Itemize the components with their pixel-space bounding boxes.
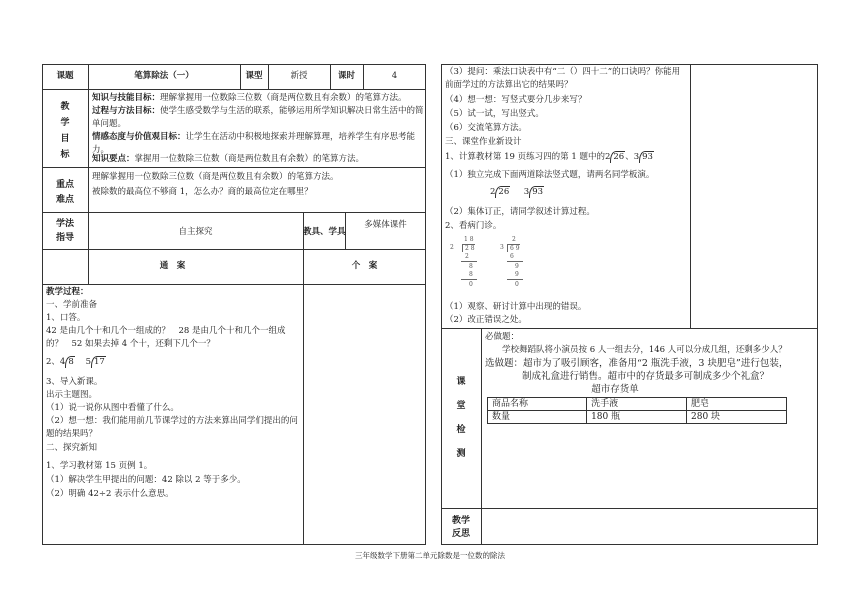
inventory-table: [487, 397, 787, 424]
goals-label-char: 目: [60, 134, 70, 144]
method-label-line: 学法: [55, 219, 74, 229]
method-label-line: 指导: [55, 233, 74, 243]
personal-plan-header: 个 案: [351, 261, 378, 271]
divider: [441, 508, 818, 509]
dividend: 26: [495, 186, 510, 198]
goal-title: 知识要点：: [92, 154, 135, 164]
process-title: 教学过程：: [46, 287, 89, 297]
board-exercises: [490, 186, 544, 199]
separator: 、: [625, 152, 634, 162]
dividend: 17: [91, 356, 106, 368]
right-line: （2）改正错误之处。: [445, 315, 527, 325]
right-line: （1）观察、研讨计算中出现的错误。: [445, 302, 587, 312]
test-label-char: 检: [456, 425, 466, 435]
divisor: 5: [85, 357, 91, 367]
table-cell: 肥皂: [687, 398, 787, 411]
divisor: 3: [500, 244, 504, 251]
divisor: 4: [59, 357, 66, 367]
step-rule: [507, 279, 523, 280]
divisor: 3: [523, 187, 530, 197]
process-line: 42 是由几个十和几个一组成的？ 28 是由几个十和几个一组成的？ 52 如果去掉 4 个十，还剩下几个一？: [46, 326, 286, 350]
right-line: （5）试一试，写出竖式。: [445, 109, 544, 119]
dividend: 8: [65, 356, 74, 368]
optional-text-2: 制成礼盒进行销售。超市中的存货最多可制成多少个礼盒？: [522, 371, 770, 382]
dividend: 93: [529, 186, 544, 198]
step: 6: [510, 253, 514, 260]
table-cell: 180 瓶: [587, 411, 687, 424]
divider: [690, 64, 691, 328]
step-rule: [461, 279, 477, 280]
tools-label: 教具、学具: [303, 227, 346, 237]
inventory-title: 超市存货单: [591, 384, 639, 395]
table-cell: 商品名称: [488, 398, 587, 411]
process-line: 出示主题图。: [46, 390, 98, 400]
reflection-label-line: 反思: [451, 529, 470, 539]
divisor: 2: [490, 187, 496, 197]
goal-title: 情感态度与价值观目标：: [92, 132, 186, 142]
process-line: 1、学习教材第 15 页例 1。: [46, 461, 153, 471]
subject-value: 笔算除法（一）: [134, 71, 194, 81]
step: 8: [469, 263, 473, 270]
table-cell: 数量: [488, 411, 587, 424]
division-exercises: [46, 356, 106, 369]
goal-text: 掌握用一位数除三位数（商是两位数且有余数）的笔算方法。: [134, 154, 365, 164]
step: 8: [469, 271, 473, 278]
process-line: （1）解决学生甲提出的问题：42 除以 2 等于多少。: [46, 475, 246, 485]
step-rule: [507, 261, 523, 262]
right-line: （4）想一想：写竖式要分几步来写？: [445, 95, 587, 105]
right-line: （1）独立完成下面两道除法竖式题，请两名同学板演。: [445, 170, 655, 180]
goals-label-char: 学: [60, 118, 70, 128]
divider: [88, 89, 89, 284]
divisor: 2: [604, 152, 611, 162]
goals-label-char: 标: [60, 150, 70, 160]
process-line: 1、口答。: [46, 313, 86, 323]
test-label: [441, 370, 481, 466]
type-label: 课型: [245, 71, 263, 81]
page-footer: 三年级数学下册第二单元除数是一位数的除法: [355, 551, 505, 560]
tools-value: 多媒体课件: [364, 220, 407, 230]
test-label-char: 课: [456, 377, 466, 387]
reflection-label: [441, 515, 481, 541]
process-line: （2）想一想：我们能用前几节课学过的方法来算出同学们提出的问题的结果吗？: [46, 416, 298, 440]
goal-text: 让学生在活动中积极地探索并理解算理，培养学生有序思考能力。: [92, 132, 416, 156]
right-line: （2）集体订正，请同学叙述计算过程。: [445, 207, 595, 217]
goal-text: 理解掌握用一位数除三位数（商是两位数且有余数）的笔算方法。: [160, 93, 407, 103]
step: 9: [515, 271, 519, 278]
type-value: 新授: [290, 71, 308, 81]
quotient: 2: [512, 236, 516, 243]
right-line: 2、看病门诊。: [445, 221, 502, 231]
divider: [441, 328, 818, 329]
goal-key-knowledge: [92, 153, 424, 166]
keypoint-line: 理解掌握用一位数除三位数（商是两位数且有余数）的笔算方法。: [92, 172, 339, 182]
table-row: [488, 411, 787, 424]
optional-text: 选做题：超市为了吸引顾客，准备用“2 瓶洗手液，3 块肥皂”进行包装，: [485, 358, 789, 369]
step: 9: [515, 263, 519, 270]
method-value: 自主探究: [178, 227, 213, 237]
right-line: 1、计算教材第 19 页练习四的第 1 题中的: [445, 152, 605, 162]
divider: [42, 284, 426, 285]
process-line: 二、探究新知: [46, 443, 98, 453]
table-row: [488, 398, 787, 411]
right-line: （3）提问：乘法口诀表中有“二（）四十二”的口诀吗？你能用前面学过的方法算出它的结果吗？: [445, 67, 681, 91]
dividend: 2 8: [462, 244, 475, 252]
homework-line: [445, 151, 654, 164]
right-line: （6）交流笔算方法。: [445, 123, 527, 133]
required-text: 学校舞蹈队将小演员按 6 人一组去分，146 人可以分成几组，还剩多少人？: [502, 345, 787, 355]
goal-title: 知识与技能目标：: [92, 93, 161, 103]
step: 2: [465, 253, 469, 260]
quotient: 1 8: [464, 236, 474, 243]
goals-label: [42, 99, 88, 163]
process-line: （1）说一说你从图中看懂了什么。: [46, 403, 179, 413]
divider: [42, 249, 426, 250]
process-line: （2）明确 42÷2 表示什么意思。: [46, 489, 174, 499]
keypoints-label-line: 难点: [55, 195, 74, 205]
divisor: 3: [633, 152, 640, 162]
goal-title: 过程与方法目标：: [92, 106, 161, 116]
clinic-division-left: [448, 236, 488, 294]
period-label: 课时: [337, 71, 355, 81]
period-value: 4: [391, 71, 398, 81]
step: 0: [469, 281, 473, 288]
goal-process: [92, 105, 424, 131]
keypoints-label-line: 重点: [55, 180, 74, 190]
divider: [42, 212, 426, 213]
divider: [303, 249, 304, 545]
table-cell: 洗手液: [587, 398, 687, 411]
process-line: 一、学前准备: [46, 300, 98, 310]
subject-label: 课题: [56, 71, 74, 81]
goal-knowledge: [92, 92, 424, 105]
divider: [42, 89, 426, 90]
method-label: [42, 217, 88, 245]
step: 0: [515, 281, 519, 288]
reflection-label-line: 教学: [451, 516, 470, 526]
step-rule: [461, 261, 477, 262]
divider: [481, 328, 482, 545]
process-line: 3、导入新课。: [46, 377, 103, 387]
table-cell: 280 块: [687, 411, 787, 424]
required-heading: 必做题：: [485, 332, 520, 342]
clinic-division-right: [498, 236, 538, 294]
goal-text: 使学生感受数学与生活的联系，能够运用所学知识解决日常生活中的简单问题。: [92, 106, 424, 130]
general-plan-header: 通 案: [159, 261, 186, 271]
process-line: 2、: [46, 357, 60, 367]
goals-label-char: 教: [60, 102, 70, 112]
keypoints-label: [42, 178, 88, 208]
right-line: 三、课堂作业新设计: [445, 137, 522, 147]
keypoint-line: 被除数的最高位不够商 1，怎么办？商的最高位定在哪里？: [92, 187, 313, 197]
dividend: 26: [610, 151, 625, 163]
test-label-char: 堂: [456, 401, 466, 411]
divider: [42, 167, 426, 168]
dividend: 6 9: [507, 244, 520, 252]
divisor: 2: [450, 244, 454, 251]
test-label-char: 测: [456, 449, 466, 459]
dividend: 93: [639, 151, 654, 163]
